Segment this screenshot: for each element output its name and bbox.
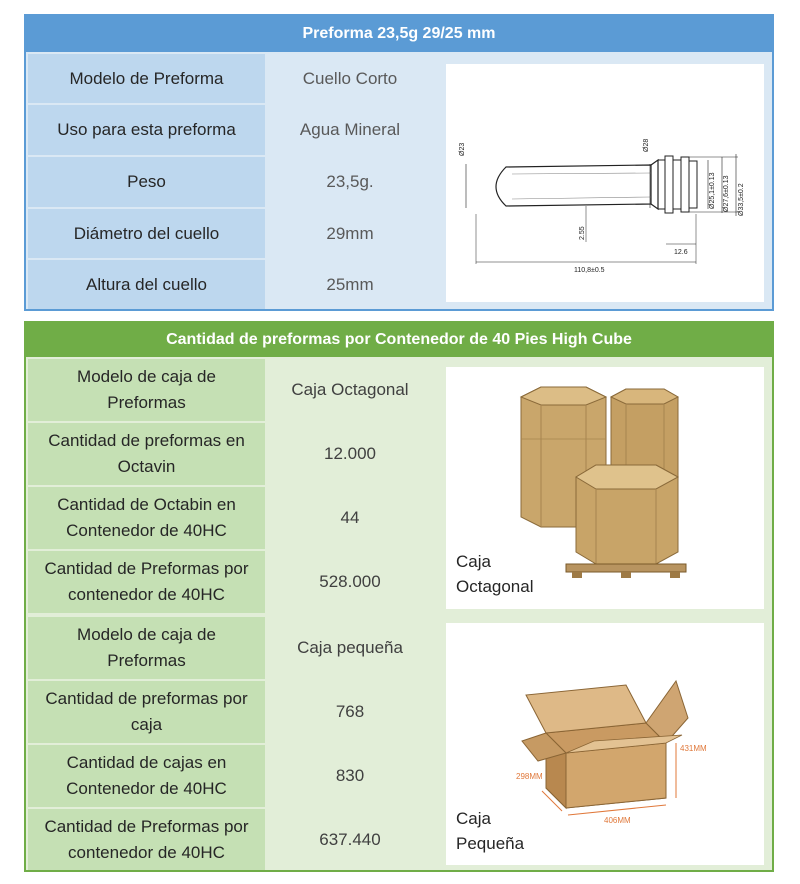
container-panel (24, 321, 774, 872)
row-value: 830 (267, 745, 433, 807)
row-value: Cuello Corto (267, 54, 433, 103)
row-label: Cantidad de preformas en Octavin (28, 423, 265, 485)
dim-text: Ø28 (643, 138, 650, 152)
row-value: 29mm (267, 209, 433, 258)
preform-title: Preforma 23,5g 29/25 mm (26, 16, 772, 52)
row-label: Cantidad de Preformas por contenedor de 40HC (28, 551, 265, 613)
dim-text: Ø27,6±0.13 (723, 175, 730, 212)
row-label: Modelo de caja de Preformas (28, 617, 265, 679)
dim-text: 110,8±0.5 (574, 267, 605, 274)
dim-height: 431MM (680, 744, 707, 753)
dim-text: 12.6 (674, 249, 688, 256)
octagonal-caption-line2: Octagonal (456, 577, 534, 596)
preform-technical-drawing (446, 64, 764, 302)
row-value: 12.000 (267, 423, 433, 485)
row-label: Modelo de caja de Preformas (28, 359, 265, 421)
octagonal-caption-line1: Caja (456, 552, 491, 571)
row-label: Cantidad de cajas en Contenedor de 40HC (28, 745, 265, 807)
row-label: Modelo de Preforma (28, 54, 265, 103)
row-value: 44 (267, 487, 433, 549)
dim-text: Ø33,5±0.2 (738, 183, 745, 216)
dim-text: Ø25,1±0.13 (709, 172, 716, 209)
row-value: 23,5g. (267, 157, 433, 207)
dim-text: 2.55 (579, 226, 586, 240)
row-label: Diámetro del cuello (28, 209, 265, 258)
octagonal-box-image (446, 367, 764, 609)
row-value: 25mm (267, 260, 433, 309)
row-label: Cantidad de Octabin en Contenedor de 40HC (28, 487, 265, 549)
row-label: Peso (28, 157, 265, 207)
dim-depth: 298MM (516, 772, 543, 781)
dim-width: 406MM (604, 816, 631, 825)
row-value: Agua Mineral (267, 105, 433, 155)
row-label: Cantidad de Preformas por contenedor de 40HC (28, 809, 265, 870)
preform-panel (24, 14, 774, 311)
small-caption-line2: Pequeña (456, 834, 525, 853)
row-value: Caja pequeña (267, 617, 433, 679)
small-box-image (446, 623, 764, 865)
row-value: Caja Octagonal (267, 359, 433, 421)
row-value: 528.000 (267, 551, 433, 613)
row-value: 637.440 (267, 809, 433, 870)
container-title: Cantidad de preformas por Contenedor de 40 Pies High Cube (26, 323, 772, 357)
row-label: Altura del cuello (28, 260, 265, 309)
small-caption-line1: Caja (456, 809, 491, 828)
row-label: Uso para esta preforma (28, 105, 265, 155)
row-label: Cantidad de preformas por caja (28, 681, 265, 743)
row-value: 768 (267, 681, 433, 743)
dim-text: Ø23 (459, 142, 466, 156)
